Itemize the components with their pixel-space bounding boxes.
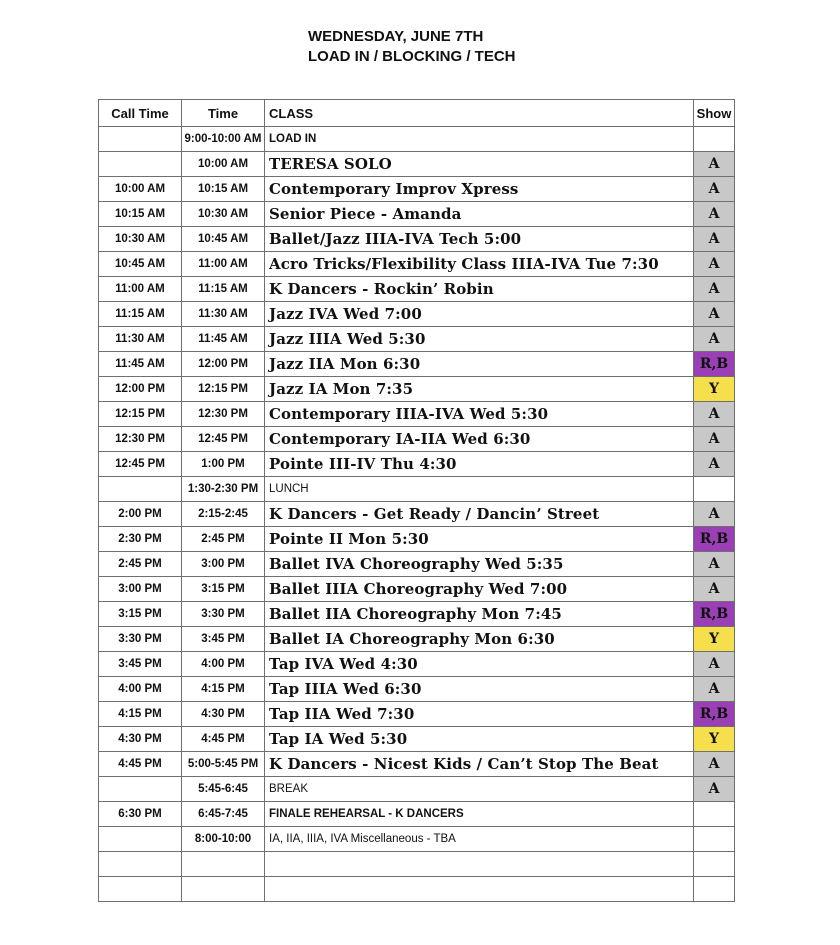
call-time-cell: 11:15 AM (99, 302, 182, 327)
class-cell: Pointe II Mon 5:30 (265, 527, 694, 552)
time-cell: 6:45-7:45 (182, 802, 265, 827)
time-cell: 12:15 PM (182, 377, 265, 402)
class-cell: Jazz IIA Mon 6:30 (265, 352, 694, 377)
table-row (99, 402, 735, 427)
class-cell: K Dancers - Get Ready / Dancin’ Street (265, 502, 694, 527)
time-cell: 12:45 PM (182, 427, 265, 452)
time-cell (182, 877, 265, 902)
call-time-cell: 11:00 AM (99, 277, 182, 302)
time-cell: 10:00 AM (182, 152, 265, 177)
time-cell: 8:00-10:00 (182, 827, 265, 852)
time-cell: 5:00-5:45 PM (182, 752, 265, 777)
schedule-date: WEDNESDAY, JUNE 7TH (308, 28, 484, 45)
col-time: Time (182, 100, 265, 127)
time-cell: 10:45 AM (182, 227, 265, 252)
time-cell: 12:00 PM (182, 352, 265, 377)
call-time-cell: 10:30 AM (99, 227, 182, 252)
time-cell: 11:15 AM (182, 277, 265, 302)
call-time-cell (99, 827, 182, 852)
time-cell: 10:30 AM (182, 202, 265, 227)
time-cell: 12:30 PM (182, 402, 265, 427)
table-row (99, 852, 735, 877)
time-cell: 3:45 PM (182, 627, 265, 652)
table-row (99, 252, 735, 277)
call-time-cell: 3:00 PM (99, 577, 182, 602)
time-cell: 11:45 AM (182, 327, 265, 352)
show-cell: A (694, 277, 735, 302)
show-cell: A (694, 677, 735, 702)
class-cell: BREAK (265, 777, 694, 802)
class-cell: TERESA SOLO (265, 152, 694, 177)
class-cell: Pointe III-IV Thu 4:30 (265, 452, 694, 477)
time-cell: 4:30 PM (182, 702, 265, 727)
call-time-cell: 2:00 PM (99, 502, 182, 527)
table-row (99, 777, 735, 802)
show-cell (694, 127, 735, 152)
table-row (99, 127, 735, 152)
table-row (99, 652, 735, 677)
class-cell: Ballet IIIA Choreography Wed 7:00 (265, 577, 694, 602)
call-time-cell: 11:45 AM (99, 352, 182, 377)
show-cell (694, 877, 735, 902)
header-row (99, 100, 735, 127)
class-cell: LOAD IN (265, 127, 694, 152)
class-cell: Jazz IIIA Wed 5:30 (265, 327, 694, 352)
class-cell: Jazz IVA Wed 7:00 (265, 302, 694, 327)
call-time-cell: 4:15 PM (99, 702, 182, 727)
show-cell (694, 827, 735, 852)
table-row (99, 477, 735, 502)
class-cell: K Dancers - Nicest Kids / Can’t Stop The Beat (265, 752, 694, 777)
call-time-cell: 6:30 PM (99, 802, 182, 827)
table-row (99, 377, 735, 402)
time-cell (182, 852, 265, 877)
call-time-cell: 10:00 AM (99, 177, 182, 202)
show-cell: A (694, 427, 735, 452)
show-cell: Y (694, 377, 735, 402)
show-cell: A (694, 302, 735, 327)
class-cell: Contemporary Improv Xpress (265, 177, 694, 202)
table-row (99, 602, 735, 627)
call-time-cell (99, 152, 182, 177)
table-row (99, 327, 735, 352)
class-cell (265, 852, 694, 877)
time-cell: 3:00 PM (182, 552, 265, 577)
show-cell: R,B (694, 702, 735, 727)
show-cell: A (694, 777, 735, 802)
call-time-cell: 2:45 PM (99, 552, 182, 577)
time-cell: 11:30 AM (182, 302, 265, 327)
class-cell: Tap IIA Wed 7:30 (265, 702, 694, 727)
schedule-subtitle: LOAD IN / BLOCKING / TECH (308, 48, 516, 65)
show-cell: A (694, 752, 735, 777)
call-time-cell: 12:15 PM (99, 402, 182, 427)
call-time-cell: 10:15 AM (99, 202, 182, 227)
table-row (99, 452, 735, 477)
show-cell: A (694, 552, 735, 577)
time-cell: 1:30-2:30 PM (182, 477, 265, 502)
table-row (99, 752, 735, 777)
show-cell: Y (694, 627, 735, 652)
class-cell: FINALE REHEARSAL - K DANCERS (265, 802, 694, 827)
show-cell: A (694, 402, 735, 427)
class-cell: Ballet IIA Choreography Mon 7:45 (265, 602, 694, 627)
show-cell: A (694, 327, 735, 352)
time-cell: 10:15 AM (182, 177, 265, 202)
col-class: CLASS (265, 100, 694, 127)
schedule-header (308, 27, 516, 67)
table-row (99, 152, 735, 177)
call-time-cell: 2:30 PM (99, 527, 182, 552)
time-cell: 3:30 PM (182, 602, 265, 627)
time-cell: 2:45 PM (182, 527, 265, 552)
class-cell: Ballet IA Choreography Mon 6:30 (265, 627, 694, 652)
time-cell: 9:00-10:00 AM (182, 127, 265, 152)
table-row (99, 702, 735, 727)
call-time-cell (99, 852, 182, 877)
table-row (99, 352, 735, 377)
class-cell: Senior Piece - Amanda (265, 202, 694, 227)
show-cell (694, 477, 735, 502)
call-time-cell: 4:00 PM (99, 677, 182, 702)
call-time-cell: 3:15 PM (99, 602, 182, 627)
time-cell: 11:00 AM (182, 252, 265, 277)
time-cell: 4:00 PM (182, 652, 265, 677)
call-time-cell: 3:45 PM (99, 652, 182, 677)
table-row (99, 727, 735, 752)
table-row (99, 827, 735, 852)
table-row (99, 677, 735, 702)
show-cell: A (694, 177, 735, 202)
call-time-cell: 4:45 PM (99, 752, 182, 777)
show-cell: A (694, 652, 735, 677)
show-cell: A (694, 227, 735, 252)
call-time-cell (99, 477, 182, 502)
class-cell: IA, IIA, IIIA, IVA Miscellaneous - TBA (265, 827, 694, 852)
class-cell: Ballet/Jazz IIIA-IVA Tech 5:00 (265, 227, 694, 252)
table-row (99, 177, 735, 202)
show-cell: A (694, 502, 735, 527)
class-cell: LUNCH (265, 477, 694, 502)
table-row (99, 202, 735, 227)
col-call-time: Call Time (99, 100, 182, 127)
time-cell: 4:45 PM (182, 727, 265, 752)
table-row (99, 277, 735, 302)
col-show: Show (694, 100, 735, 127)
class-cell: Tap IVA Wed 4:30 (265, 652, 694, 677)
table-row (99, 527, 735, 552)
show-cell: A (694, 202, 735, 227)
time-cell: 5:45-6:45 (182, 777, 265, 802)
call-time-cell: 10:45 AM (99, 252, 182, 277)
time-cell: 4:15 PM (182, 677, 265, 702)
show-cell: A (694, 252, 735, 277)
call-time-cell: 3:30 PM (99, 627, 182, 652)
time-cell: 2:15-2:45 (182, 502, 265, 527)
show-cell: Y (694, 727, 735, 752)
call-time-cell: 12:45 PM (99, 452, 182, 477)
show-cell: R,B (694, 527, 735, 552)
time-cell: 3:15 PM (182, 577, 265, 602)
table-row (99, 427, 735, 452)
call-time-cell: 11:30 AM (99, 327, 182, 352)
call-time-cell: 12:30 PM (99, 427, 182, 452)
class-cell: Contemporary IA-IIA Wed 6:30 (265, 427, 694, 452)
table-row (99, 577, 735, 602)
show-cell (694, 802, 735, 827)
show-cell: A (694, 577, 735, 602)
class-cell: K Dancers - Rockin’ Robin (265, 277, 694, 302)
class-cell: Jazz IA Mon 7:35 (265, 377, 694, 402)
call-time-cell: 4:30 PM (99, 727, 182, 752)
class-cell: Ballet IVA Choreography Wed 5:35 (265, 552, 694, 577)
time-cell: 1:00 PM (182, 452, 265, 477)
show-cell: R,B (694, 602, 735, 627)
show-cell: R,B (694, 352, 735, 377)
show-cell: A (694, 152, 735, 177)
class-cell: Tap IIIA Wed 6:30 (265, 677, 694, 702)
show-cell (694, 852, 735, 877)
table-row (99, 552, 735, 577)
class-cell: Tap IA Wed 5:30 (265, 727, 694, 752)
call-time-cell: 12:00 PM (99, 377, 182, 402)
call-time-cell (99, 127, 182, 152)
call-time-cell (99, 777, 182, 802)
schedule-table (98, 99, 735, 902)
table-row (99, 877, 735, 902)
table-row (99, 627, 735, 652)
table-row (99, 227, 735, 252)
show-cell: A (694, 452, 735, 477)
class-cell: Contemporary IIIA-IVA Wed 5:30 (265, 402, 694, 427)
class-cell: Acro Tricks/Flexibility Class IIIA-IVA Tue 7:30 (265, 252, 694, 277)
table-row (99, 802, 735, 827)
table-row (99, 502, 735, 527)
table-row (99, 302, 735, 327)
call-time-cell (99, 877, 182, 902)
class-cell (265, 877, 694, 902)
